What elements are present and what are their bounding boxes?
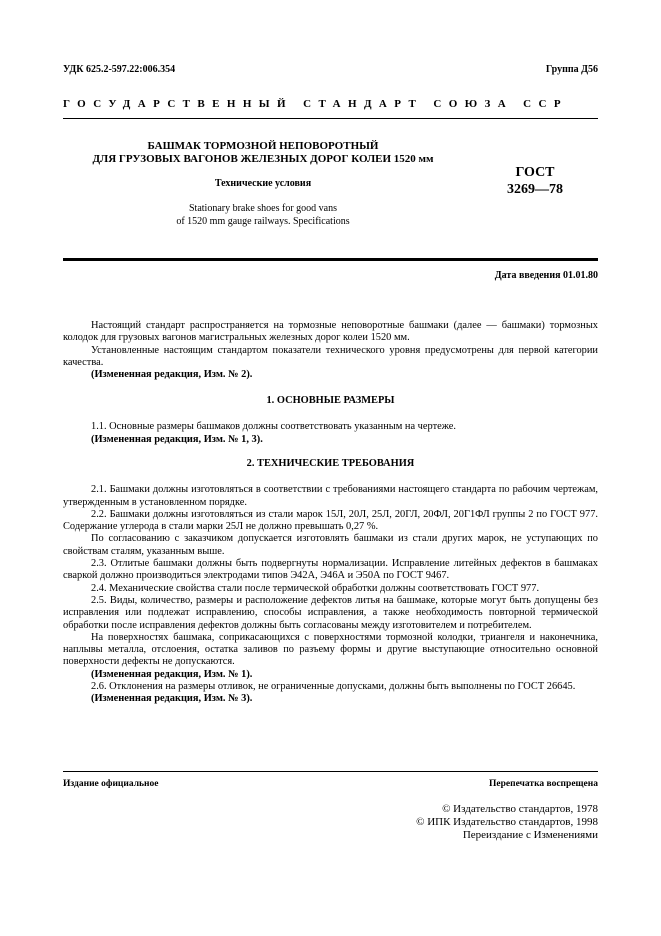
section-1 bbox=[63, 395, 598, 446]
subtitle: Технические условия bbox=[214, 178, 312, 189]
date-introduction bbox=[495, 270, 598, 281]
english-title-2: of 1520 mm gauge railways. Specifications bbox=[176, 216, 350, 227]
gost-designation bbox=[490, 164, 580, 198]
section-1-heading: 1. ОСНОВНЫЕ РАЗМЕРЫ bbox=[266, 395, 395, 406]
section-2-paragraph-5: 2.4. Механические свойства стали после термической обработки должны соответствовать ГОСТ 977. bbox=[91, 582, 540, 594]
title-line-2: ДЛЯ ГРУЗОВЫХ ВАГОНОВ ЖЕЛЕЗНЫХ ДОРОГ КОЛЕИ 1520 мм bbox=[92, 153, 434, 165]
group-code: Группа Д56 bbox=[545, 64, 598, 75]
title-block bbox=[63, 140, 463, 228]
udk-code: УДК 625.2-597.22:006.354 bbox=[63, 64, 176, 75]
section-2-paragraph-6: 2.5. Виды, количество, размеры и расположение дефектов литья на башмаке, которые могут быть допущены без исправления или подлежат исправлению, способы исправления, а также необходимость повторной термической обработки после исправления дефектов должны быть согласованы между изготовителем и потребителем. bbox=[63, 594, 598, 631]
section-2-paragraph-2: 2.2. Башмаки должны изготовляться из стали марок 15Л, 20Л, 25Л, 20ГЛ, 20ФЛ, 20Г1ФЛ группы 2 по ГОСТ 977. Содержание углерода в стали марки 25Л не должно превышать 0,27 %. bbox=[63, 508, 598, 533]
section-2-heading: 2. ТЕХНИЧЕСКИЕ ТРЕБОВАНИЯ bbox=[246, 458, 415, 469]
gost-label: ГОСТ bbox=[515, 165, 555, 180]
intro-amendment: (Измененная редакция, Изм. № 2). bbox=[91, 369, 253, 381]
copyright-1978: © Издательство стандартов, 1978 bbox=[442, 803, 598, 815]
copyright-block bbox=[416, 803, 598, 842]
official-edition: Издание официальное bbox=[63, 779, 159, 789]
thick-divider bbox=[63, 258, 598, 261]
title-line-1: БАШМАК ТОРМОЗНОЙ НЕПОВОРОТНЫЙ bbox=[147, 140, 379, 152]
top-divider bbox=[63, 118, 598, 119]
section-2-paragraph-7: На поверхностях башмака, соприкасающихся с поверхностями тормозной колодки, триангеля и наконечника, наплывы металла, отслоения, остатка заливов по разъему формы и другие выступающие относительно основной поверхности дефекты не допускаются. bbox=[63, 631, 598, 668]
reprint-prohibited: Перепечатка воспрещена bbox=[488, 779, 598, 789]
section-1-paragraph-1: 1.1. Основные размеры башмаков должны соответствовать указанным на чертеже. bbox=[91, 421, 456, 433]
date-value: 01.01.80 bbox=[563, 270, 598, 281]
intro-section bbox=[63, 320, 598, 381]
state-standard-heading: ГОСУДАРСТВЕННЫЙ СТАНДАРТ СОЮЗА ССР bbox=[63, 98, 568, 110]
english-title-1: Stationary brake shoes for good vans bbox=[188, 203, 338, 214]
reissue-note: Переиздание с Изменениями bbox=[462, 829, 598, 841]
section-2-paragraph-4: 2.3. Отлитые башмаки должны быть подвергнуты нормализации. Исправление литейных дефектов в башмаках сваркой должно производиться электродами типов Э42А, Э46А и Э50А по ГОСТ 9467. bbox=[63, 558, 598, 582]
section-2 bbox=[63, 458, 598, 706]
date-label: Дата введения bbox=[494, 270, 561, 281]
section-1-amendment: (Измененная редакция, Изм. № 1, 3). bbox=[91, 433, 263, 445]
section-2-amendment-3: (Измененная редакция, Изм. № 3). bbox=[91, 693, 253, 705]
intro-paragraph-1: Настоящий стандарт распространяется на тормозные неповоротные башмаки (далее — башмаки) тормозных колодок для грузовых вагонов магистральных железных дорог колеи 1520 мм. bbox=[63, 320, 598, 344]
intro-paragraph-2: Установленные настоящим стандартом показатели технического уровня предусмотрены для первой категории качества. bbox=[63, 344, 598, 368]
section-2-paragraph-9: 2.6. Отклонения на размеры отливок, не ограниченные допусками, должны быть выполнены по ГОСТ 26645. bbox=[91, 681, 576, 693]
section-2-paragraph-1: 2.1. Башмаки должны изготовляться в соответствии с требованиями настоящего стандарта по рабочим чертежам, утвержденным в установленном порядке. bbox=[63, 484, 598, 508]
section-2-paragraph-3: По согласованию с заказчиком допускается изготовлять башмаки из стали других марок, не уступающих по свойствам сталям, указанным выше. bbox=[63, 533, 598, 557]
section-2-amendment-1: (Измененная редакция, Изм. № 1). bbox=[91, 668, 253, 680]
gost-number: 3269—78 bbox=[507, 182, 563, 197]
copyright-1998: © ИПК Издательство стандартов, 1998 bbox=[416, 816, 598, 828]
bottom-divider bbox=[63, 771, 598, 772]
